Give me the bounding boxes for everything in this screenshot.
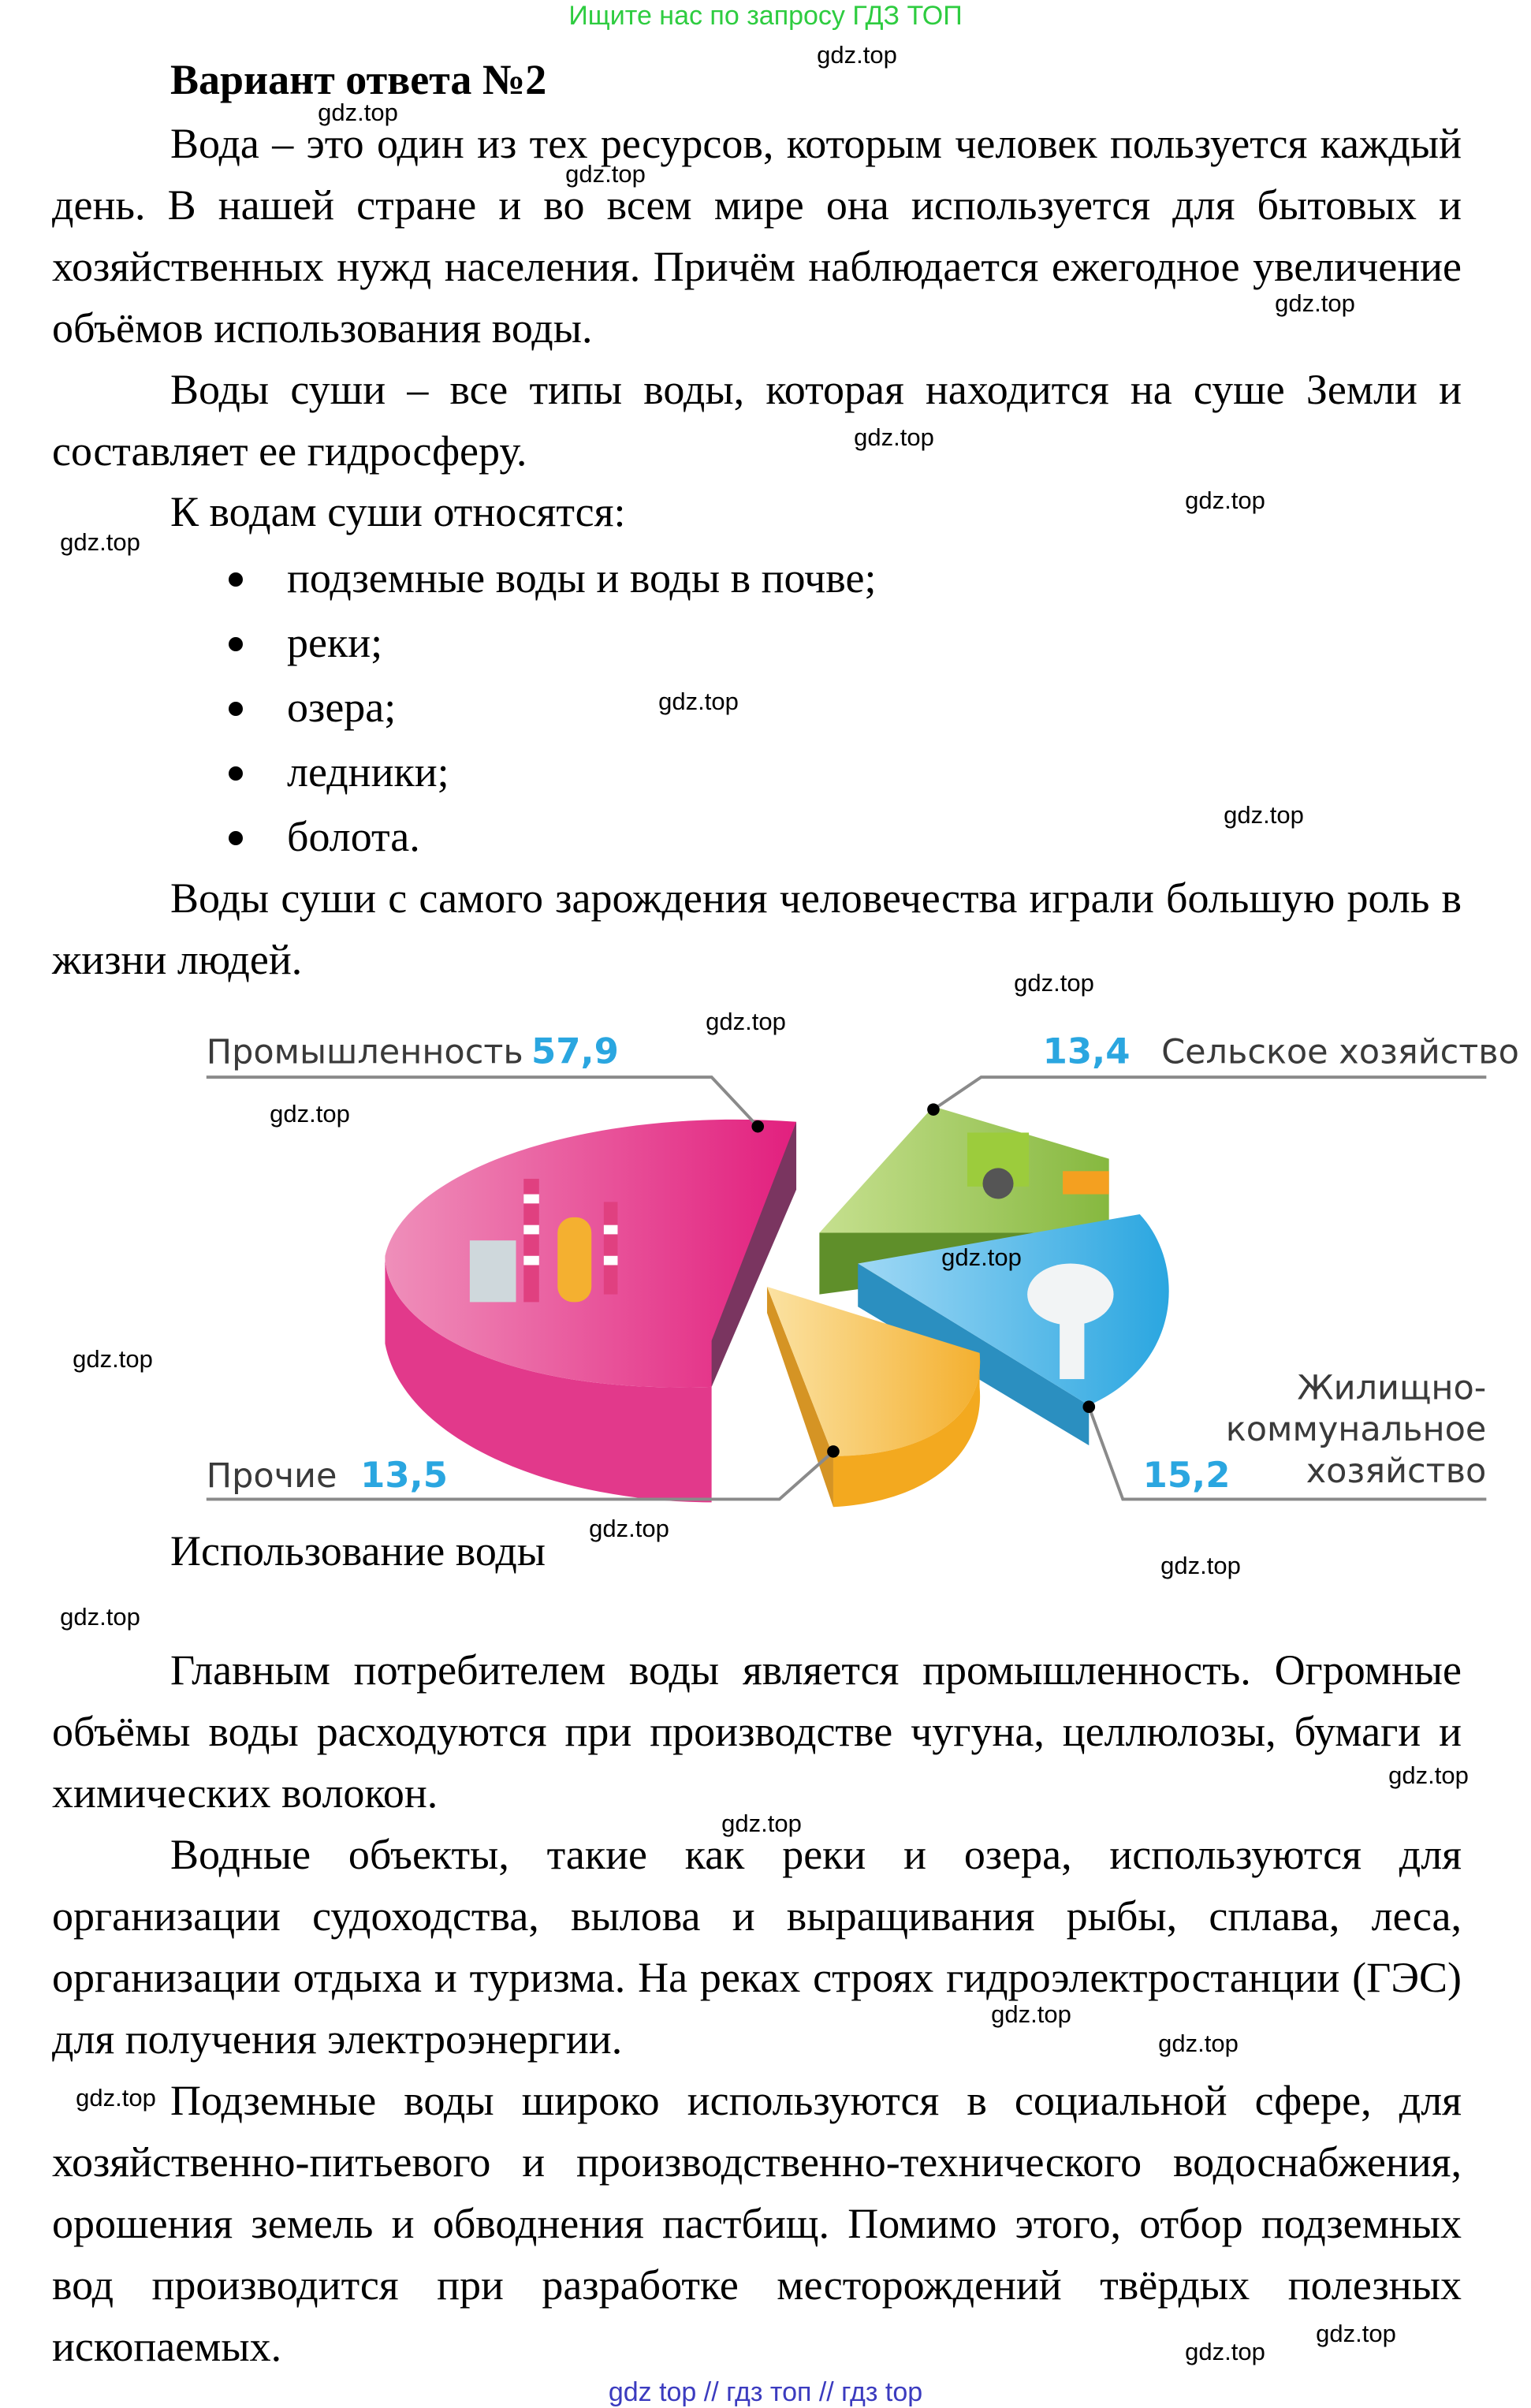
watermark: gdz.top <box>589 1515 669 1542</box>
marker-dot <box>751 1120 764 1133</box>
watermark: gdz.top <box>1224 801 1304 829</box>
watermark: gdz.top <box>854 423 934 451</box>
page-title: Вариант ответа №2 <box>170 56 547 103</box>
paragraph-industry: Главным потребителем воды является промышленность. Огромные объёмы воды расходуются при производстве чугуна, целлюлозы, бумаги и химических волокон. <box>52 1646 1462 1817</box>
watermark: gdz.top <box>73 1345 153 1373</box>
watermark: gdz.top <box>76 2084 156 2112</box>
watermark: gdz.top <box>991 2000 1071 2028</box>
watermark: gdz.top <box>1275 289 1355 317</box>
watermark: gdz.top <box>721 1810 802 1837</box>
label-housing-line2: коммунальное <box>1225 1410 1487 1450</box>
value-industry: 57,9 <box>531 1030 619 1072</box>
watermark: gdz.top <box>1160 1552 1241 1579</box>
list-intro: К водам суши относятся: <box>170 488 626 535</box>
watermark: gdz.top <box>1316 2320 1396 2347</box>
paragraph-groundwater: Подземные воды широко используются в социальной сфере, для хозяйственно-питьевого и производственно-технического водоснабжения, орошения земель и обводнения пастбищ. Помимо этого, отбор подземных вод производится при разработке месторождений твёрдых полезных ископаемых. <box>52 2077 1462 2370</box>
label-housing-line1: Жилищно- <box>1297 1368 1487 1408</box>
watermark: gdz.top <box>1158 2030 1239 2057</box>
leader-line-agriculture <box>933 1077 1486 1109</box>
label-agriculture: Сельское хозяйство <box>1161 1032 1519 1072</box>
paragraph-water-bodies: Водные объекты, такие как реки и озера, используются для организации судоходства, вылова и выращивания рыбы, сплава, леса, организации отдыха и туризма. На реках строях гидроэлектростанции (ГЭС) для получения электроэнергии. <box>52 1831 1462 2063</box>
list-item-text: ледники; <box>287 748 449 796</box>
watermark: gdz.top <box>941 1243 1022 1271</box>
search-banner: Ищите нас по запросу ГДЗ ТОП <box>568 1 963 31</box>
list-item-text: подземные воды и воды в почве; <box>287 554 877 602</box>
label-industry: Промышленность <box>206 1032 523 1072</box>
list-item-text: озера; <box>287 684 397 731</box>
watermark: gdz.top <box>1014 969 1094 997</box>
watermark: gdz.top <box>1185 2338 1265 2365</box>
watermark: gdz.top <box>706 1008 786 1035</box>
list-item-text: болота. <box>287 813 420 860</box>
value-housing: 15,2 <box>1142 1453 1231 1496</box>
watermark: gdz.top <box>1185 486 1265 514</box>
watermark: gdz.top <box>1388 1761 1469 1789</box>
paragraph-land-waters: Воды суши – все типы воды, которая находится на суше Земли и составляет ее гидросферу. <box>52 366 1462 475</box>
watermark: gdz.top <box>318 99 398 126</box>
watermark: gdz.top <box>817 41 897 69</box>
label-other: Прочие <box>206 1456 337 1496</box>
list-item-text: реки; <box>287 619 383 666</box>
value-other: 13,5 <box>360 1453 449 1496</box>
watermark: gdz.top <box>60 528 140 556</box>
watermark: gdz.top <box>565 160 646 188</box>
watermark: gdz.top <box>60 1603 140 1631</box>
paragraph-history: Воды суши с самого зарождения человечества играли большую роль в жизни людей. <box>52 874 1462 983</box>
footer-links[interactable]: gdz top // гдз топ // гдз top <box>608 2377 923 2407</box>
marker-dot <box>827 1445 840 1458</box>
watermark: gdz.top <box>658 688 739 715</box>
marker-dot <box>1082 1400 1095 1413</box>
label-housing-line3: хозяйство <box>1306 1451 1487 1491</box>
marker-dot <box>927 1103 940 1116</box>
chart-caption: Использование воды <box>170 1527 546 1575</box>
watermark: gdz.top <box>270 1100 350 1128</box>
paragraph-water-intro: Вода – это один из тех ресурсов, которым человек пользуется каждый день. В нашей стране и во всем мире она используется для бытовых и хозяйственных нужд населения. Причём наблюдается ежегодное увеличение объёмов использования воды. <box>52 120 1462 352</box>
value-agriculture: 13,4 <box>1042 1030 1131 1072</box>
slice-industry <box>385 1120 796 1502</box>
